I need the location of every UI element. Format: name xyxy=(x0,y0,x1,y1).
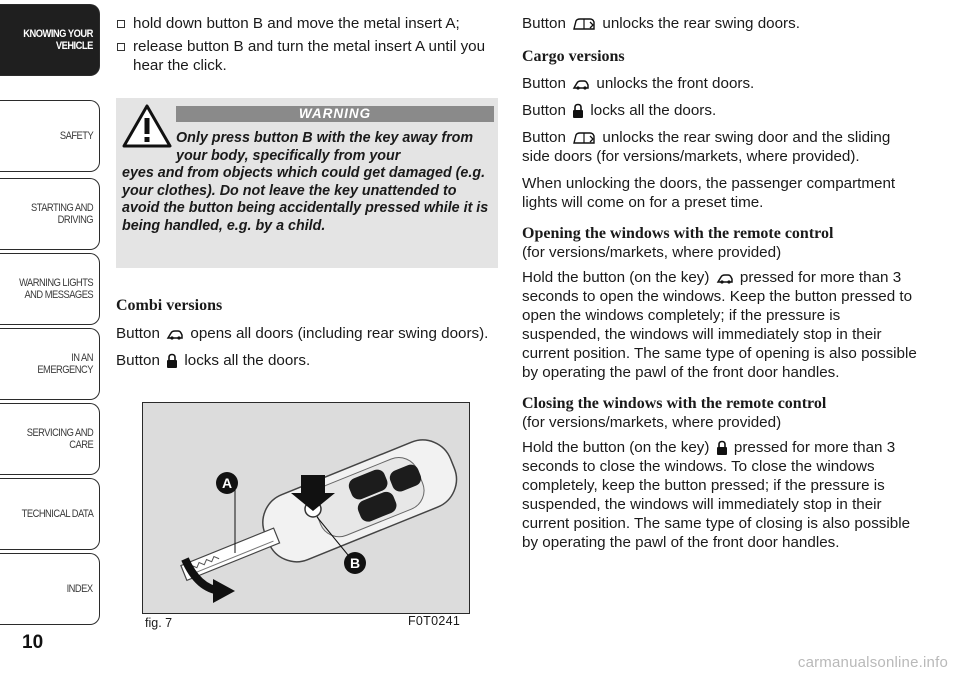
label-a: A xyxy=(221,475,233,491)
key-illustration xyxy=(142,402,470,614)
tab-starting-and-driving[interactable] xyxy=(0,178,100,250)
page-number: 10 xyxy=(22,632,44,653)
text: Button xyxy=(522,15,566,32)
padlock-icon xyxy=(716,440,728,456)
opening-heading: Opening the windows with the remote control xyxy=(522,225,834,242)
opening-subheading: (for versions/markets, where provided) xyxy=(522,244,782,261)
rear-door-paragraph xyxy=(522,14,922,33)
rear-door-icon xyxy=(572,17,596,31)
tab-label: INDEX xyxy=(66,583,93,595)
text: Button xyxy=(522,102,566,119)
closing-subheading: (for versions/markets, where provided) xyxy=(522,414,782,431)
tab-label: KNOWING YOUR VEHICLE xyxy=(23,28,93,52)
text: locks all the doors. xyxy=(590,102,717,119)
padlock-icon xyxy=(572,103,584,119)
text: Button xyxy=(522,75,566,92)
figure-caption: fig. 7 xyxy=(145,616,173,630)
closing-paragraph xyxy=(522,438,922,552)
tab-safety[interactable] xyxy=(0,100,100,172)
tab-label: TECHNICAL DATA xyxy=(21,508,93,520)
warning-box xyxy=(116,98,498,268)
tab-knowing-your-vehicle[interactable] xyxy=(0,4,100,76)
closing-heading: Closing the windows with the remote control xyxy=(522,395,827,412)
text: pressed for more than 3 seconds to open the windows. Keep the button pressed to open the windows completely; if the pressure is suspended, the windows will immediately stop in their current position. The same type of opening is also possible by operating the pawl of the front door handles. xyxy=(522,269,917,381)
cargo-paragraph-lock xyxy=(522,101,922,120)
cargo-paragraph-rear xyxy=(522,128,922,166)
text: Hold the button (on the key) xyxy=(522,269,710,286)
combi-paragraph-open xyxy=(116,324,500,343)
padlock-icon xyxy=(166,353,178,369)
warning-text xyxy=(122,130,494,235)
opening-paragraph xyxy=(522,268,922,382)
combi-section xyxy=(116,296,500,378)
text: Button xyxy=(116,352,160,369)
figure-code: F0T0241 xyxy=(408,614,461,628)
flip-key-drawing xyxy=(143,403,469,613)
tab-warning-lights[interactable] xyxy=(0,253,100,325)
list-item: hold down button B and move the metal insert A; xyxy=(116,14,500,33)
tab-label: IN AN EMERGENCY xyxy=(37,352,93,376)
right-column xyxy=(522,14,922,560)
tab-servicing-and-care[interactable] xyxy=(0,403,100,475)
tab-label: SAFETY xyxy=(59,130,93,142)
text: unlocks the rear swing doors. xyxy=(602,15,800,32)
label-b: B xyxy=(349,555,361,571)
text: unlocks the front doors. xyxy=(596,75,755,92)
combi-heading: Combi versions xyxy=(116,297,223,314)
rear-door-icon xyxy=(572,131,596,145)
warning-text-line1: Only press button B with the key away from your body, specifically from your xyxy=(176,130,474,164)
text: Button xyxy=(522,129,566,146)
cargo-paragraph-lights: When unlocking the doors, the passenger compartment lights will come on for a preset time. xyxy=(522,175,896,211)
text: pressed for more than 3 seconds to close the windows. To close the windows completely, keep the button pressed; if the pressure is suspended, the windows will immediately stop in their current position. The same type of closing is also possible by operating the pawl of the front door handles. xyxy=(522,439,911,551)
car-unlock-icon xyxy=(166,328,184,340)
car-unlock-icon xyxy=(572,78,590,90)
text: opens all doors (including rear swing doors). xyxy=(190,325,489,342)
tab-technical-data[interactable] xyxy=(0,478,100,550)
tab-index[interactable] xyxy=(0,553,100,625)
cargo-paragraph-unlock xyxy=(522,74,922,93)
chapter-tab-rail xyxy=(0,0,102,640)
warning-text-rest: eyes and from objects which could get damaged (e.g. your clothes). Do not leave the key unattended to avoid the button being accidentally pressed while it is being handled, e.g. by a child. xyxy=(122,165,489,234)
watermark: carmanualsonline.info xyxy=(797,654,948,671)
tab-label: STARTING AND DRIVING xyxy=(30,202,93,226)
cargo-heading: Cargo versions xyxy=(522,48,625,65)
tab-label: WARNING LIGHTS AND MESSAGES xyxy=(18,277,93,301)
text: Hold the button (on the key) xyxy=(522,439,710,456)
warning-title: WARNING xyxy=(176,106,494,122)
text: Button xyxy=(116,325,160,342)
combi-paragraph-lock xyxy=(116,351,500,370)
tab-in-an-emergency[interactable] xyxy=(0,328,100,400)
list-item: release button B and turn the metal insert A until you hear the click. xyxy=(116,37,500,75)
text: unlocks the rear swing door and the sliding side doors (for versions/markets, where provided). xyxy=(522,129,891,165)
text: locks all the doors. xyxy=(184,352,311,369)
left-column xyxy=(116,14,500,79)
tab-label: SERVICING AND CARE xyxy=(26,427,93,451)
car-unlock-icon xyxy=(716,272,734,284)
